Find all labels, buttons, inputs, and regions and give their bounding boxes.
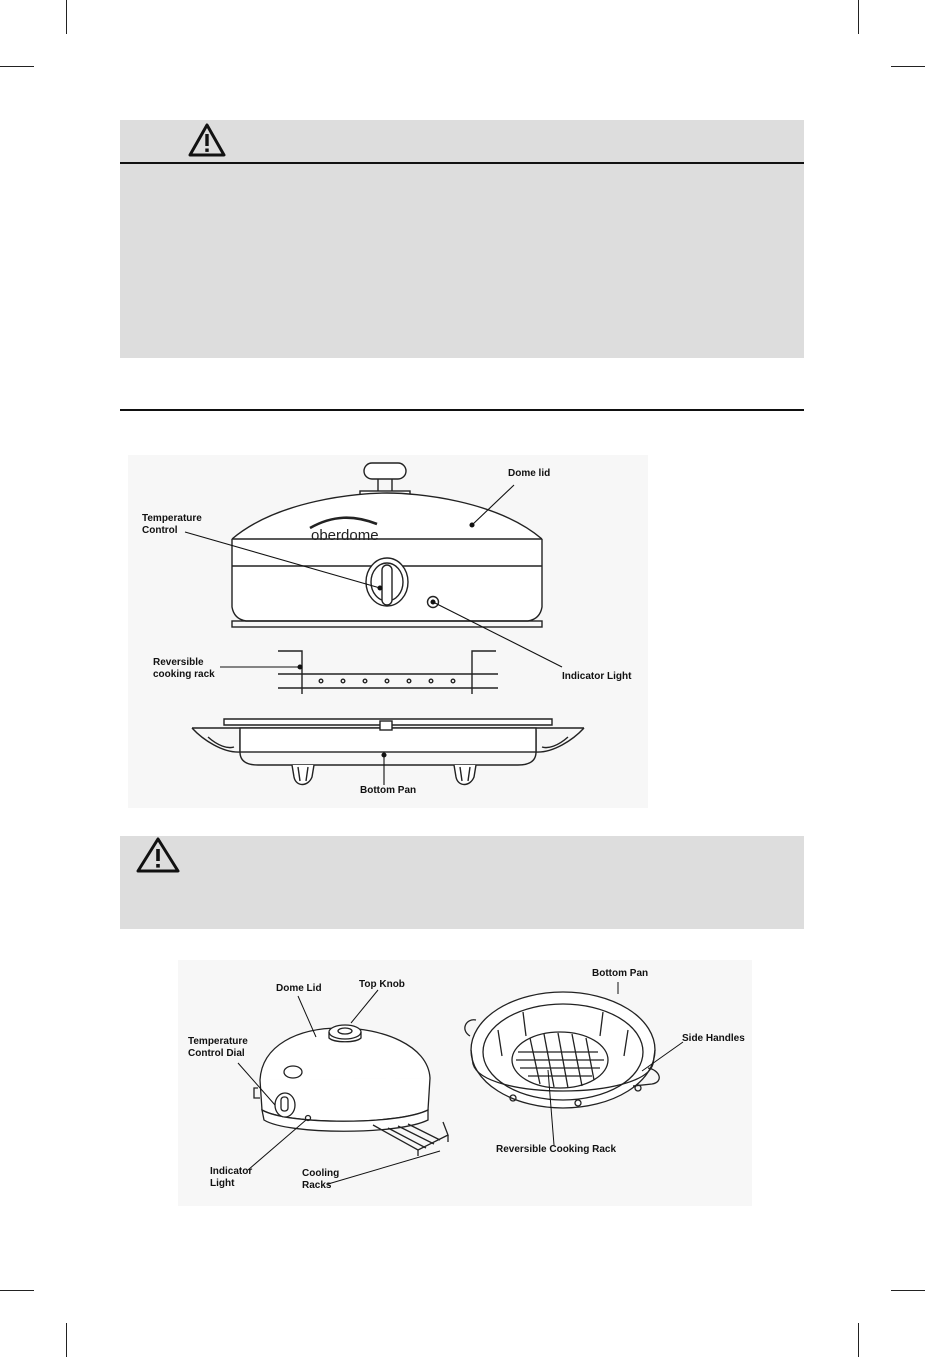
label-indicator-light: Indicator Light — [562, 671, 632, 682]
label-bottom-pan-2: Bottom Pan — [592, 968, 649, 979]
crop-mark — [0, 1290, 34, 1291]
warning-icon — [188, 123, 226, 157]
label-indicator-light-2: Indicator Light — [210, 1166, 253, 1189]
bottom-pan-perspective-drawing — [465, 992, 659, 1108]
label-cooling-racks: Cooling Racks — [302, 1168, 340, 1191]
dome-lid-drawing — [232, 493, 542, 627]
label-bottom-pan: Bottom Pan — [360, 785, 417, 796]
warning-box-bottom — [120, 836, 804, 929]
crop-mark — [891, 1290, 925, 1291]
dome-appliance-drawing — [254, 1025, 448, 1156]
product-diagram-side-view — [128, 455, 648, 808]
label-dome-lid-2: Dome Lid — [276, 983, 322, 994]
brand-logo: oberdome — [311, 527, 379, 544]
bottom-pan-drawing — [192, 719, 584, 785]
cooking-rack-drawing — [278, 651, 498, 694]
label-reversible-cooking-rack: Reversible cooking rack — [153, 657, 215, 680]
product-diagram-perspective-view — [178, 960, 752, 1206]
section-divider — [120, 409, 804, 411]
label-temperature-control-dial: Temperature Control Dial — [188, 1036, 248, 1059]
crop-mark — [891, 66, 925, 67]
crop-mark — [0, 66, 34, 67]
warning-icon — [136, 837, 180, 873]
label-side-handles: Side Handles — [682, 1033, 745, 1044]
label-temperature-control: Temperature Control — [142, 513, 202, 536]
crop-mark — [858, 1323, 859, 1357]
warning-header-rule — [120, 162, 804, 164]
crop-mark — [66, 0, 67, 34]
top-knob-drawing — [360, 463, 410, 495]
label-dome-lid: Dome lid — [508, 468, 551, 479]
crop-mark — [858, 0, 859, 34]
label-top-knob: Top Knob — [359, 979, 405, 990]
crop-mark — [66, 1323, 67, 1357]
label-reversible-cooking-rack-2: Reversible Cooking Rack — [496, 1144, 617, 1155]
